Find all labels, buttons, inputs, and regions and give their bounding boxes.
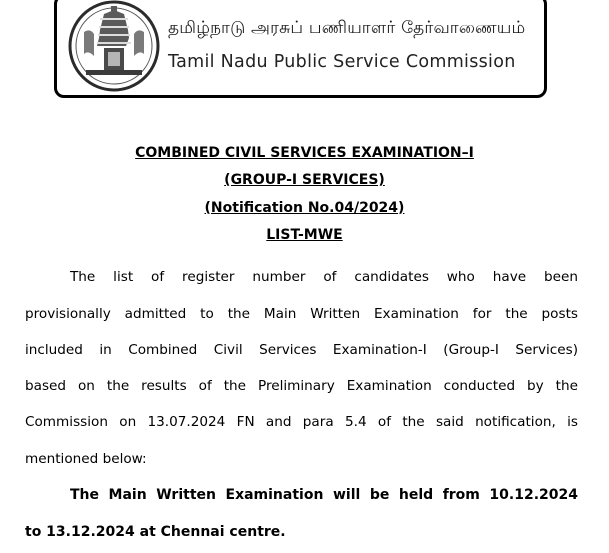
tamil-nadu-emblem-icon — [64, 0, 164, 96]
exam-title: COMBINED CIVIL SERVICES EXAMINATION–I — [135, 145, 474, 161]
paragraph-line: included in Combined Civil Services Examination-I (Group-I Services) — [25, 342, 578, 358]
exam-schedule-line: The Main Written Examination will be held from 10.12.2024 — [70, 487, 578, 503]
notification-title: (Notification No.04/2024) — [204, 200, 405, 216]
paragraph-line: based on the results of the Preliminary Examination conducted by the — [25, 378, 578, 394]
commission-tamil-name: தமிழ்நாடு அரசுப் பணியாளர் தேர்வாணையம் — [168, 18, 526, 38]
paragraph-line: The list of register number of candidates who have been — [70, 269, 578, 285]
paragraph-line: provisionally admitted to the Main Written Examination for the posts — [25, 306, 578, 322]
group-title: (GROUP-I SERVICES) — [224, 172, 385, 188]
exam-schedule-line: to 13.12.2024 at Chennai centre. — [25, 524, 286, 540]
paragraph-line: mentioned below: — [25, 451, 147, 467]
paragraph-line: Commission on 13.07.2024 FN and para 5.4 of the said notification, is — [25, 414, 578, 430]
commission-english-name: Tamil Nadu Public Service Commission — [168, 52, 516, 72]
list-title: LIST-MWE — [266, 227, 343, 243]
